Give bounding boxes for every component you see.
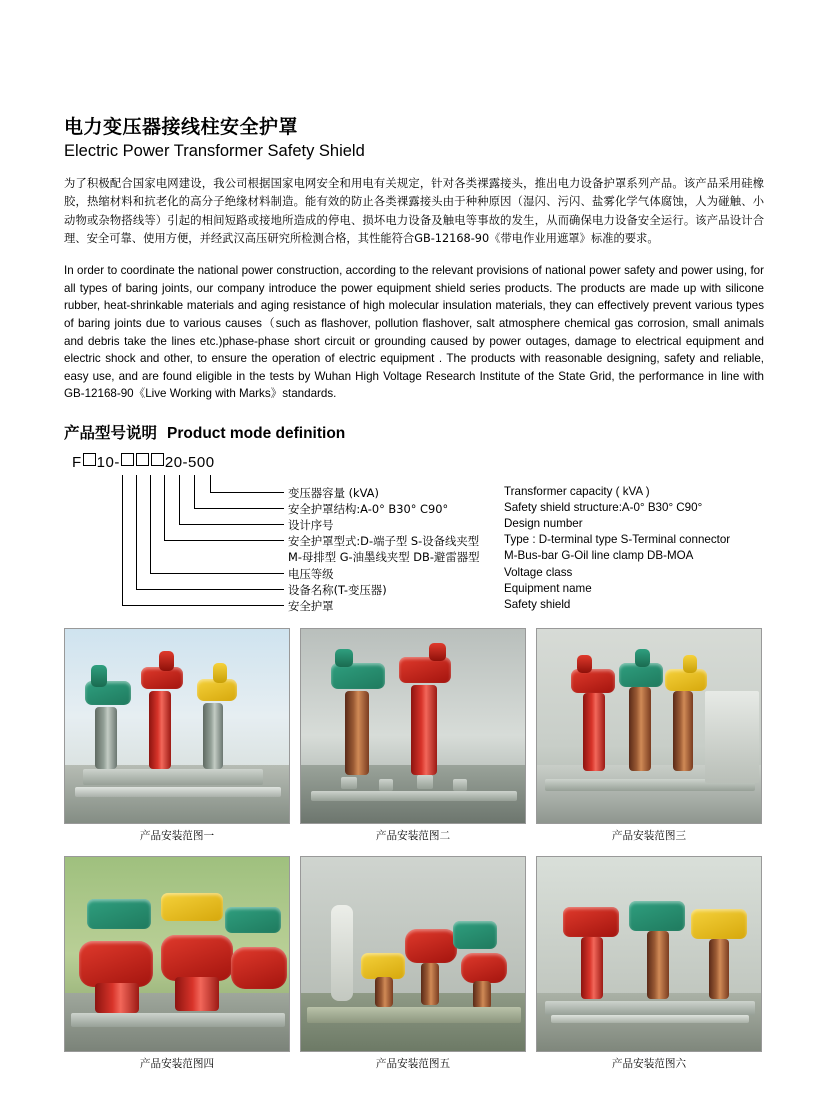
model-code-mid: 10: [96, 454, 115, 472]
product-photo-6: [536, 856, 762, 1052]
product-photo-4: [64, 856, 290, 1052]
product-photo-2: [300, 628, 526, 824]
model-label-en-3: Design number: [504, 517, 583, 531]
model-code-suffix: 20-500: [164, 454, 215, 472]
model-label-cn-3: 设计序号: [288, 518, 334, 533]
product-gallery: [64, 628, 764, 1077]
model-code-box-4: [151, 453, 164, 466]
intro-paragraph-cn: 为了积极配合国家电网建设，我公司根据国家电网安全和用电有关规定，针对各类裸露接头，推出电力设备护罩系列产品。该产品采用硅橡胶，热缩材料和抗老化的高分子绝缘材料制造。能有效的防止各类裸露接头由于种种原因（湿闪、污闪、盐雾化学气体腐蚀，人为碰触、小动物或杂物搭线等）引起的相间短路或接地所造成的停电、损坏电力设备及触电等事故的发生，从而确保电力设备安全运行。该产品设计合理、安全可靠、使用方便，并经武汉高压研究所检测合格，其性能符合GB-12168-90《带电作业用遮罩》标准的要求。: [64, 177, 764, 245]
model-label-cn-8: 安全护罩: [288, 599, 334, 614]
model-code-diagram: [64, 453, 764, 643]
product-photo-caption-2: 产品安装范图二: [375, 830, 451, 842]
model-code-box-1: [83, 453, 96, 466]
leader-line-7: [122, 475, 284, 606]
model-code-string: [72, 453, 215, 471]
model-label-cn-7: 设备名称(T-变压器): [288, 583, 387, 598]
gallery-cell-5: [300, 856, 526, 1077]
model-label-en-7: Equipment name: [504, 582, 592, 596]
intro-paragraph-en: In order to coordinate the national power construction, according to the relevant provisions of national power safety and power using, for all types of baring joints, our company introduce the power equipment shield series products. The products are made up with silicone rubber, heat-shrinkable materials and aging resistance of high molecular insulation materials, they can effectively prevent various types of baring joints due to various causes（such as flashover, pollution flashover, salt atmosphere chemical gas corrosion, small animals and debris take the lines etc.)phase-phase short circuit or grounding caused by power outages, damage to electrical equipment and electric shock and other, to ensure the operation of electric equipment . The products with reasonable designing, safety and reliable, easy use, and are found eligible in the tests by Wuhan High Voltage Research Institute of the State Grid, the performance in line with GB-12168-90《Live Working with Marks》standards.: [64, 264, 764, 401]
product-photo-3: [536, 628, 762, 824]
model-code-prefix: F: [72, 454, 82, 472]
page-title-cn: 电力变压器接线柱安全护罩: [64, 116, 299, 138]
model-label-en-2: Safety shield structure:A-0° B30° C90°: [504, 501, 703, 515]
product-photo-caption-4: 产品安装范图四: [139, 1058, 215, 1070]
gallery-cell-2: [300, 628, 526, 849]
product-photo-caption-1: 产品安装范图一: [139, 830, 215, 842]
gallery-cell-3: [536, 628, 762, 849]
model-section-heading-en: Product mode definition: [167, 425, 346, 443]
model-label-cn-2: 安全护罩结构:A-0° B30° C90°: [288, 502, 449, 517]
product-photo-caption-6: 产品安装范图六: [611, 1058, 687, 1070]
model-label-cn-6: 电压等级: [288, 567, 334, 582]
model-section-heading: [64, 421, 764, 443]
model-label-en-8: Safety shield: [504, 598, 571, 612]
model-label-cn-5: M-母排型 G-油墨线夹型 DB-避雷器型: [288, 550, 480, 565]
product-photo-caption-5: 产品安装范图五: [375, 1058, 451, 1070]
model-label-en-1: Transformer capacity ( kVA ): [504, 485, 650, 499]
model-label-en-6: Voltage class: [504, 566, 573, 580]
model-code-box-3: [136, 453, 149, 466]
model-label-en-5: M-Bus-bar G-Oil line clamp DB-MOA: [504, 549, 694, 563]
model-code-box-2: [121, 453, 134, 466]
product-photo-5: [300, 856, 526, 1052]
document-content: [64, 112, 764, 643]
page-title-en: Electric Power Transformer Safety Shield: [64, 142, 365, 160]
gallery-cell-6: [536, 856, 762, 1077]
model-section-heading-cn: 产品型号说明: [64, 424, 158, 443]
model-label-cn-4: 安全护罩型式:D-端子型 S-设备线夹型: [288, 534, 480, 549]
gallery-cell-1: [64, 628, 290, 849]
product-photo-1: [64, 628, 290, 824]
gallery-cell-4: [64, 856, 290, 1077]
model-label-cn-1: 变压器容量 (kVA): [288, 486, 379, 501]
model-code-dash: -: [114, 454, 120, 472]
product-photo-caption-3: 产品安装范图三: [611, 830, 687, 842]
model-label-en-4: Type : D-terminal type S-Terminal connector: [504, 533, 731, 547]
